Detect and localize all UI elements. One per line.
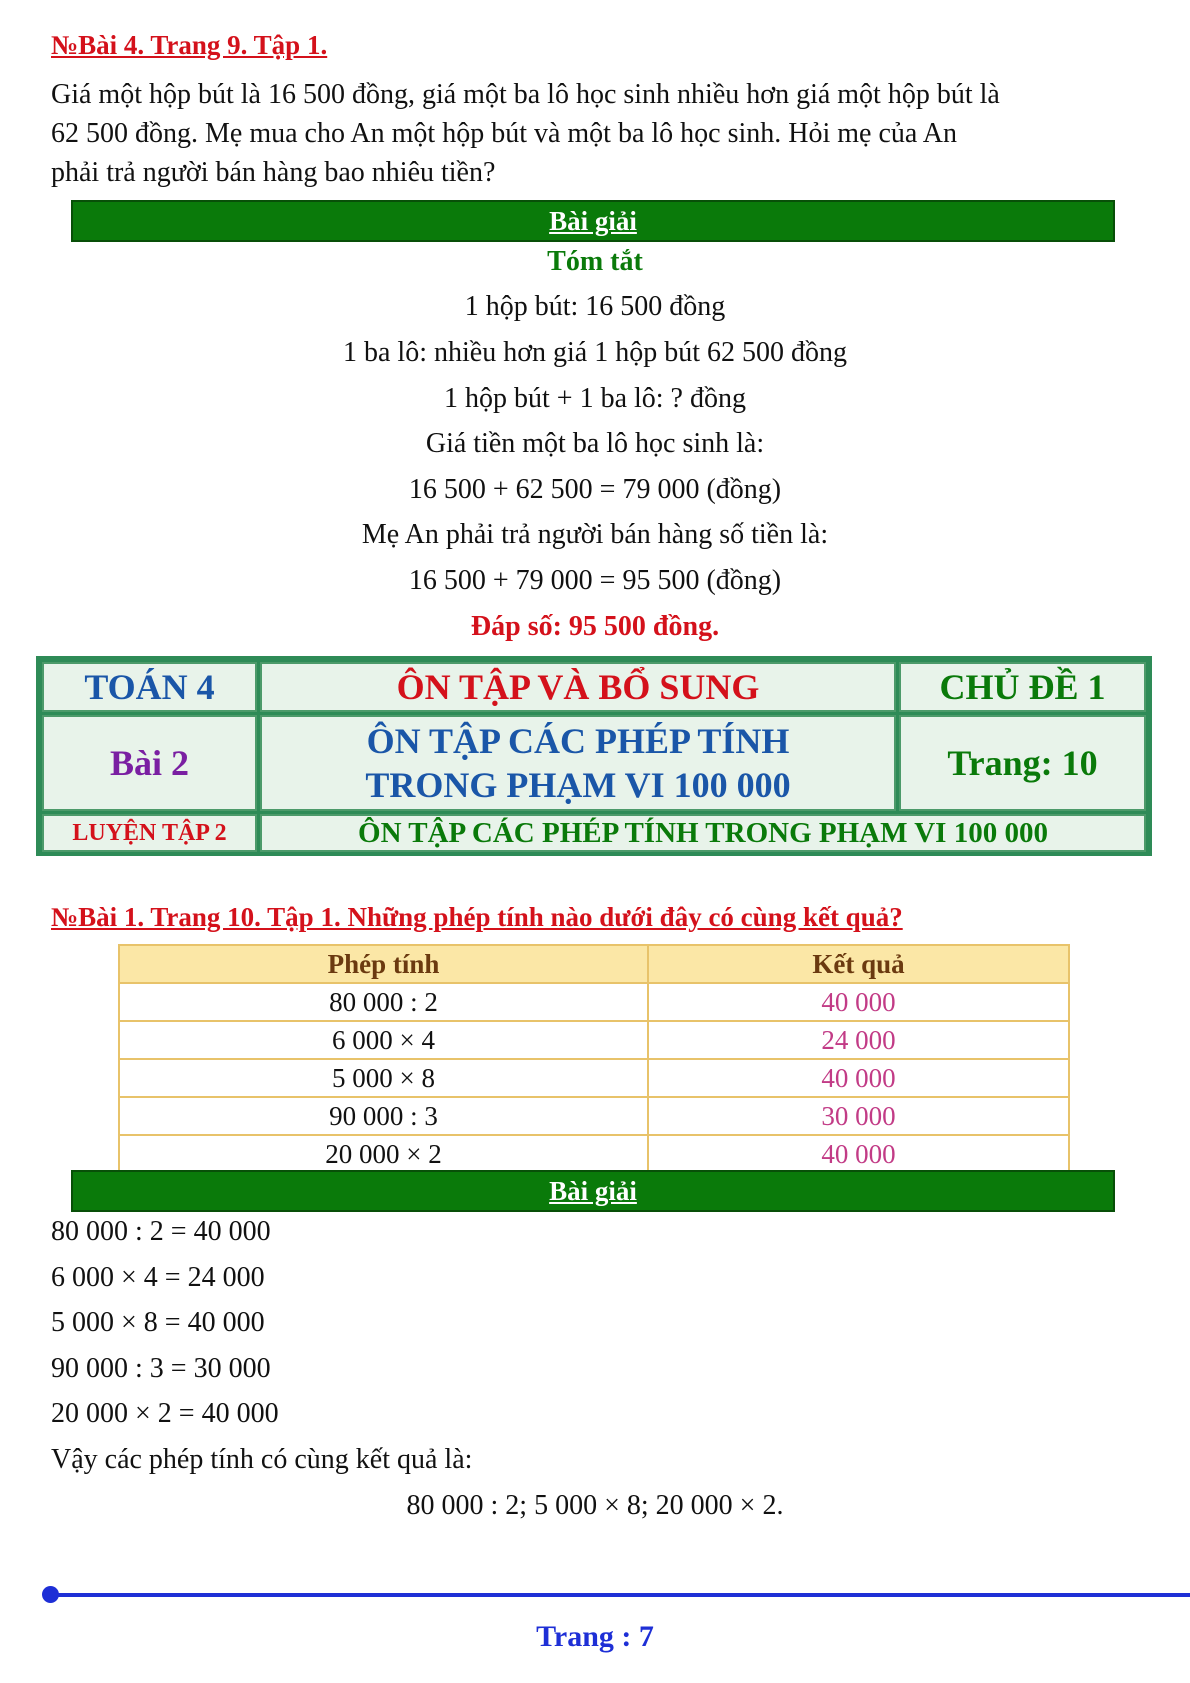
page-ref: Trang: 10 <box>947 743 1098 783</box>
column-header: Kết quả <box>648 945 1069 983</box>
result-cell: 40 000 <box>648 1059 1069 1097</box>
topic: CHỦ ĐỀ 1 <box>939 667 1106 707</box>
table-row <box>119 1097 1069 1135</box>
result-cell: 40 000 <box>648 983 1069 1021</box>
solution-line: 20 000 × 2 = 40 000 <box>51 1398 279 1429</box>
problem4-text-line: 62 500 đồng. Mẹ mua cho An một hộp bút và một ba lô học sinh. Hỏi mẹ của An <box>51 118 958 149</box>
solution-line: 6 000 × 4 = 24 000 <box>51 1262 265 1293</box>
results-table <box>118 944 1070 1174</box>
lesson: Bài 2 <box>109 743 189 783</box>
practice-title: ÔN TẬP CÁC PHÉP TÍNH TRONG PHẠM VI 100 000 <box>358 816 1048 849</box>
solution-label: Bài giải <box>549 1176 637 1206</box>
operation-cell: 6 000 × 4 <box>119 1021 648 1059</box>
page-number: Trang : 7 <box>536 1620 654 1653</box>
column-header: Phép tính <box>119 945 648 983</box>
subject: TOÁN 4 <box>84 667 215 707</box>
practice: LUYỆN TẬP 2 <box>72 819 227 846</box>
operation-cell: 20 000 × 2 <box>119 1135 648 1173</box>
solution-label-bar <box>71 200 1115 242</box>
table-row <box>119 1135 1069 1173</box>
lesson-cell <box>42 715 257 811</box>
page-ref-cell <box>899 715 1146 811</box>
unit-title: ÔN TẬP VÀ BỔ SUNG <box>396 667 760 707</box>
summary-line: Giá tiền một ba lô học sinh là: <box>425 428 765 459</box>
answer: Đáp số: 95 500 đồng. <box>470 611 720 642</box>
summary-label: Tóm tắt <box>547 246 643 277</box>
problem4-text-line: Giá một hộp bút là 16 500 đồng, giá một ba lô học sinh nhiều hơn giá một hộp bút là <box>51 79 1000 110</box>
solution-label-bar <box>71 1170 1115 1212</box>
summary-line: 1 hộp bút: 16 500 đồng <box>464 291 726 322</box>
solution-line: 90 000 : 3 = 30 000 <box>51 1353 271 1384</box>
practice-title-cell <box>260 814 1146 852</box>
problem4-text <box>51 75 1151 192</box>
lesson-header-table <box>36 656 1152 856</box>
solution-line: Vậy các phép tính có cùng kết quả là: <box>51 1444 473 1475</box>
solution-line: 5 000 × 8 = 40 000 <box>51 1307 265 1338</box>
operation-cell: 5 000 × 8 <box>119 1059 648 1097</box>
footer-divider <box>50 1593 1190 1597</box>
lesson-title-cell <box>260 715 896 811</box>
result-cell: 40 000 <box>648 1135 1069 1173</box>
lesson-title-line: TRONG PHẠM VI 100 000 <box>365 765 791 805</box>
solution-line: 80 000 : 2 = 40 000 <box>51 1216 271 1247</box>
operation-cell: 80 000 : 2 <box>119 983 648 1021</box>
summary-line: 1 ba lô: nhiều hơn giá 1 hộp bút 62 500 đồng <box>343 337 847 368</box>
table-row <box>119 1059 1069 1097</box>
problem1-heading: №Bài 1. Trang 10. Tập 1. Những phép tính nào dưới đây có cùng kết quả? <box>51 902 903 932</box>
table-header-row <box>119 945 1069 983</box>
result-cell: 24 000 <box>648 1021 1069 1059</box>
lesson-title-line: ÔN TẬP CÁC PHÉP TÍNH <box>366 721 790 761</box>
unit-title-cell <box>260 662 896 712</box>
table-row <box>119 1021 1069 1059</box>
result-cell: 30 000 <box>648 1097 1069 1135</box>
summary-line: 16 500 + 62 500 = 79 000 (đồng) <box>408 474 782 505</box>
summary-line: Mẹ An phải trả người bán hàng số tiền là: <box>361 519 829 550</box>
problem4-heading: №Bài 4. Trang 9. Tập 1. <box>51 30 328 60</box>
topic-cell <box>899 662 1146 712</box>
table-row <box>119 983 1069 1021</box>
operation-cell: 90 000 : 3 <box>119 1097 648 1135</box>
subject-cell <box>42 662 257 712</box>
summary-line: 1 hộp bút + 1 ba lô: ? đồng <box>444 383 746 414</box>
solution-label: Bài giải <box>549 206 637 236</box>
problem4-text-line: phải trả người bán hàng bao nhiêu tiền? <box>51 157 496 188</box>
practice-cell <box>42 814 257 852</box>
summary-line: 16 500 + 79 000 = 95 500 (đồng) <box>408 565 782 596</box>
conclusion: 80 000 : 2; 5 000 × 8; 20 000 × 2. <box>406 1490 784 1521</box>
